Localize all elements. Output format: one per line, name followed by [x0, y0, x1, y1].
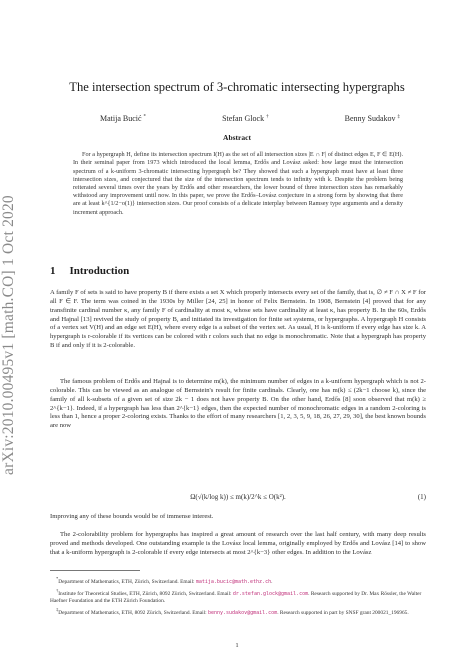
body-paragraph: Improving any of these bounds would be of immense interest.: [50, 513, 214, 520]
footnote-mark: *: [143, 114, 147, 120]
footnote-mark: †: [266, 114, 269, 120]
section-number: 1: [50, 265, 56, 277]
email-link[interactable]: matija.bucic@math.ethz.ch: [195, 578, 272, 585]
equation-formula: Ω(√(k/log k)) ≤ m(k)/2^k ≤ O(k²).: [190, 493, 286, 501]
author: Stefan Glock †: [222, 114, 269, 123]
email-link[interactable]: benny.sudakov@gmail.com: [207, 610, 278, 616]
author: Matija Bucić *: [100, 114, 147, 123]
footnote-divider: [50, 570, 140, 571]
paper-title: The intersection spectrum of 3-chromatic intersecting hypergraphs: [69, 80, 405, 94]
body-paragraph: The famous problem of Erdős and Hajnal is to determine m(k), the minimum number of edges in a k-uniform hypergraph which is not 2-colorable. This can be viewed as an analogue of Bernstein's result for finite cardinals. Clearly, one has m(k) ≤ (2k−1 choose k), since the family of all k-subsets of a given set of size 2k − 1 does not have property B. On the other hand, Erdős [8] soon observed that m(k) ≥ 2^{k−1}. Indeed, if a hypergraph has less than 2^{k−1} edges, then the expected number of monochromatic edges in a random 2-coloring is less than 1, hence a proper 2-coloring exists. Thanks to the effort of many researchers [1, 2, 3, 5, 9, 18, 26, 27, 29, 30], the best known bounds are now: [50, 378, 426, 430]
author-list: [100, 114, 400, 123]
footnote: ‡Department of Mathematics, ETH, 8092 Zürich, Switzerland. Email: benny.sudakov@gmail.com. Research supported in part by SNSF grant 200021_196965.: [56, 607, 409, 616]
footnote: *Department of Mathematics, ETH, Zürich, Switzerland. Email: matija.bucic@math.ethz.ch.: [56, 576, 273, 585]
author: Benny Sudakov ‡: [344, 114, 400, 123]
section-title: Introduction: [69, 265, 130, 277]
email-link[interactable]: dr.stefan.glock@gmail.com: [232, 590, 309, 597]
page-number: 1: [235, 642, 239, 649]
footnote-mark: ‡: [397, 114, 400, 120]
abstract-heading: Abstract: [223, 133, 251, 142]
display-equation: [50, 493, 426, 505]
abstract-text: For a hypergraph H, define its intersection spectrum I(H) as the set of all intersection sizes |E ∩ F| of distinct edges E, F ∈ E(H). In their seminal paper from 1973 which introduced the local lemma, Erdős and Lovász asked: how large must the intersection spectrum of a k-uniform 3-chromatic intersecting hypergraph be? They showed that such a hypergraph must have at least three intersection sizes, and conjectured that the size of the intersection spectrum tends to infinity with k. Despite the problem being reiterated several times over the years by Erdős and other researchers, the lower bound of three intersection sizes has remarkably withstood any improvement until now. In this paper, we prove the Erdős–Lovász conjecture in a strong form by showing that there are at least k^{1/2−o(1)} intersection sizes. Our proof consists of a delicate interplay between Ramsey type arguments and a density increment approach.: [73, 151, 403, 216]
footnote: †Institute for Theoretical Studies, ETH, Zürich, 8092 Zürich, Switzerland. Email: dr.stefan.glock@gmail.com. Research supported by Dr. Max Rössler, the Walter Haefner Foundation and the ETH Zürich Foundation.: [50, 588, 422, 604]
body-paragraph: The 2-colorability problem for hypergraphs has inspired a great amount of research over the last half century, with many deep results proved and methods developed. One outstanding example is the Lovász local lemma, originally employed by Erdős and Lovász [14] to show that a k-uniform hypergraph is 2-colorable if every edge intersects at most 2^{k−3} other edges. In addition to the Lovász: [50, 531, 426, 556]
body-paragraph: A family F of sets is said to have property B if there exists a set X which properly intersects every set of the family, that is, ∅ ≠ F ∩ X ≠ F for all F ∈ F. The term was coined in the 1930s by Miller [24, 25] in honor of Felix Bernstein. In 1908, Bernstein [4] proved that for any transfinite cardinal number κ, any family F of cardinality at most κ, whose sets have cardinality at least κ, has property B. In the 60s, Erdős and Hajnal [13] revived the study of property B, and initiated its investigation for finite set systems, or hypergraphs. A hypergraph H consists of a vertex set V(H) and an edge set E(H), where every edge is a subset of the vertex set. As usual, H is k-uniform if every edge has size k. A hypergraph is r-colorable if its vertices can be colored with r colors such that no edge is monochromatic. Note that a hypergraph has property B if and only if it is 2-colorable.: [50, 289, 426, 350]
footnotes: [50, 575, 426, 618]
section-heading: [50, 265, 129, 277]
equation-number: (1): [417, 493, 426, 501]
arxiv-identifier-stamp: arXiv:2010.00495v1 [math.CO] 1 Oct 2020: [0, 195, 17, 475]
